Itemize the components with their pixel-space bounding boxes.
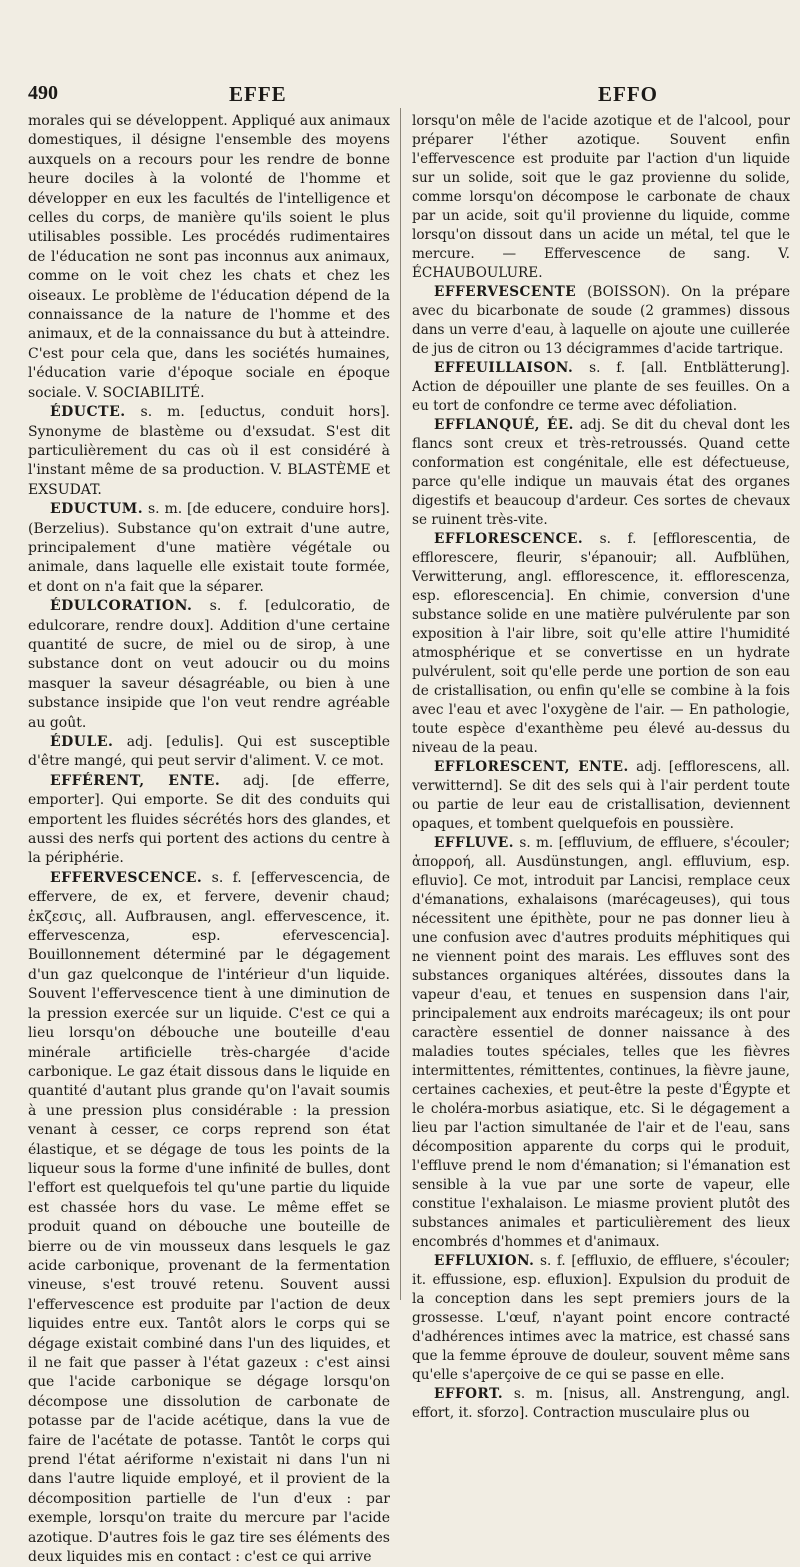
dictionary-entry: EFFLUVE. s. m. [effluvium, de effluere, s'écouler; ἀπορροή, all. Ausdünstungen, angl. effluvium, esp. efluvio]. Ce mot, introduit par Lancisi, remplace ceux d'émanations, exhalaisons (marécageuses), qui tous nécessitent une épithète, pour ne pas donner lieu à une confusion avec d'autres produits méphitiques qui ne viennent point des marais. Les effluves sont des substances organiques altérées, dissoutes dans la vapeur d'eau, et tenues en suspension dans l'air, principalement aux endroits marécageux; ils ont pour caractère essentiel de donner naissance à des maladies toutes spéciales, telles que les fièvres intermittentes, rémittentes, continues, la fièvre jaune, certaines cachexies, et peut-être la peste d'Égypte et le choléra-morbus asiatique, etc. Si le dégagement a lieu par l'action simultanée de l'air et de l'eau, sans décomposition apparente du corps qui le produit, l'effluve prend le nom d'émanation; si l'émanation est sensible à la vue par une sorte de vapeur, elle constitue l'exhalaison. Le miasme provient plutôt des substances animales et particulièrement des lieux encombrés d'hommes et d'animaux. [412,835,790,1250]
dictionary-entry: EFFERVESCENTE (BOISSON). On la prépare avec du bicarbonate de soude (2 grammes) dissous dans un verre d'eau, à laquelle on ajoute une cuillerée de jus de citron ou 13 décigrammes d'acide tartrique. [412,284,790,357]
column-divider [400,108,401,1300]
entry-headword: EDUCTUM. [50,501,144,518]
entry-headword: EFFLUXION. [434,1253,535,1269]
left-guide-word: EFFE [229,82,287,106]
page-number: 490 [28,82,58,104]
entry-headword: EFFLUVE. [434,835,514,851]
right-guide-word: EFFO [598,82,658,106]
entry-headword: EFFORT. [434,1386,504,1402]
running-header [28,82,786,110]
entry-headword: ÉDULCORATION. [50,598,193,615]
entry-headword: EFFLORESCENT, ENTE. [434,759,629,775]
right-column [412,112,791,1421]
entry-headword: ÉDUCTE. [50,404,126,421]
dictionary-entry: ÉDUCTE. s. m. [eductus, conduit hors]. Synonyme de blastème ou d'exsudat. S'est dit particulièrement du cas où il est considéré à l'instant même de sa production. V. BLASTÈME et EXSUDAT. [28,404,390,498]
dictionary-entry: EFFORT. s. m. [nisus, all. Anstrengung, angl. effort, it. sforzo]. Contraction musculaire plus ou [412,1386,790,1421]
dictionary-entry: EFFEUILLAISON. s. f. [all. Entblätterung]. Action de dépouiller une plante de ses feuilles. On a eu tort de confondre ce terme avec défoliation. [412,360,790,414]
dictionary-entry: ÉDULCORATION. s. f. [edulcoratio, de edulcorare, rendre doux]. Addition d'une certaine quantité de sucre, de miel ou de sirop, à une substance dont on veut adoucir ou du moins masquer la saveur désagréable, ou bien à une substance insipide que l'on veut rendre agréable au goût. [28,598,390,731]
continuation-paragraph: lorsqu'on mêle de l'acide azotique et de l'alcool, pour préparer l'éther azotique. Souvent enfin l'effervescence est produite par l'action d'un liquide sur un solide, soit que le gaz provienne du solide, comme lorsqu'on décompose le carbonate de chaux par un acide, soit qu'il provienne du liquide, comme lorsqu'on dissout dans un acide un métal, tel que le mercure. — Effervescence de sang. V. ÉCHAUBOULURE. [412,113,790,281]
entry-headword: ÉDULE. [50,734,114,750]
dictionary-entry: EFFÉRENT, ENTE. adj. [de efferre, emporter]. Qui emporte. Se dit des conduits qui emportent les fluides sécrétés hors des glandes, et aussi des nerfs qui portent des actions du centre à la périphérie. [28,772,390,867]
dictionary-entry: EFFLORESCENT, ENTE. adj. [efflorescens, all. verwitternd]. Se dit des sels qui à l'air perdent toute ou partie de leur eau de cristallisation, deviennent opaques, et tombent quelquefois en poussière. [412,759,790,832]
entry-headword: EFFÉRENT, ENTE. [50,772,221,789]
left-column [28,112,390,1566]
entry-headword: EFFERVESCENTE [434,284,577,300]
entry-headword: EFFERVESCENCE. [50,869,203,886]
dictionary-entry: EFFLUXION. s. f. [effluxio, de effluere, s'écouler; it. effussione, esp. efluxion]. Expulsion du produit de la conception dans les sept premiers jours de la grossesse. L'œuf, n'ayant point encore contracté d'adhérences intimes avec la matrice, est chassé sans que la femme éprouve de douleur, souvent même sans qu'elle s'aperçoive de ce qui se passe en elle. [412,1253,790,1383]
entry-headword: EFFLORESCENCE. [434,531,584,547]
dictionary-entry: ÉDULE. adj. [edulis]. Qui est susceptible d'être mangé, qui peut servir d'aliment. V. ce mot. [28,734,390,770]
dictionary-entry: EFFLANQUÉ, ÉE. adj. Se dit du cheval dont les flancs sont creux et très-retroussés. Quand cette conformation est congénitale, elle est défectueuse, parce qu'elle indique un mauvais état des organes digestifs et beaucoup d'ardeur. Ces sortes de chevaux se ruinent très-vite. [412,417,791,528]
dictionary-entry: EFFERVESCENCE. s. f. [effervescencia, de effervere, de ex, et fervere, devenir chaud; ἐκζεσις, all. Aufbrausen, angl. effervescence, it. effervescenza, esp. efervescencia]. Bouillonnement déterminé par le dégagement d'un gaz quelconque de l'intérieur d'un liquide. Souvent l'effervescence tient à une diminution de la pression exercée sur un liquide. C'est ce qui a lieu lorsqu'on débouche une bouteille d'eau minérale artificielle très-chargée d'acide carbonique. Le gaz était dissous dans le liquide en quantité d'autant plus grande qu'on l'avait soumis à une pression plus considérable : la pression venant à cesser, ce corps reprend son état élastique, et se dégage de tous les points de la liqueur sous la forme d'une infinité de bulles, dont l'effort est quelquefois tel qu'une partie du liquide est chassée hors du vase. Le même effet se produit quand on débouche une bouteille de bierre ou de vin mousseux dans lesquels le gaz acide carbonique, provenant de la fermentation vineuse, s'est trouvé retenu. Souvent aussi l'effervescence est produite par l'action de deux liquides entre eux. Tantôt alors le corps qui se dégage existait combiné dans l'un des liquides, et il ne fait que passer à l'état gazeux : c'est ainsi que l'acide carbonique se dégage lorsqu'on décompose une dissolution de carbonate de potasse par de l'acide acétique, dans la vue de faire de l'acétate de potasse. Tantôt le corps qui prend l'état aériforme n'existait ni dans l'un ni dans l'autre liquide employé, et il provient de la décomposition partielle de l'un d'eux : par exemple, lorsqu'on traite du mercure par l'acide azotique. D'autres fois le gaz tire ses éléments des deux liquides mis en contact : c'est ce qui arrive [28,869,390,1566]
continuation-paragraph: morales qui se développent. Appliqué aux animaux domestiques, il désigne l'ensemble des moyens auxquels on a recours pour les rendre de bonne heure dociles à la volonté de l'homme et développer en eux les facultés de l'intelligence et celles du corps, de manière qu'ils soient le plus utilisables possible. Les procédés rudimentaires de l'éducation ne sont pas inconnus aux animaux, comme on le voit chez les chats et chez les oiseaux. Le problème de l'éducation dépend de la connaissance de la nature de l'homme et des animaux, et de la connaissance du but à atteindre. C'est pour cela que, dans les sociétés humaines, l'éducation varie d'époque sociale en époque sociale. V. SOCIABILITÉ. [28,113,390,401]
entry-headword: EFFEUILLAISON. [434,360,574,376]
dictionary-entry: EDUCTUM. s. m. [de educere, conduire hors]. (Berzelius). Substance qu'on extrait d'une autre, principalement d'une matière végétale ou animale, dans laquelle elle existait toute formée, et dont on n'a fait que la séparer. [28,501,390,595]
dictionary-entry: EFFLORESCENCE. s. f. [efflorescentia, de efflorescere, fleurir, s'épanouir; all. Aufblühen, Verwitterung, angl. efflorescence, it. efflorescenza, esp. eflorescencia]. En chimie, conversion d'une substance solide en une matière pulvérulente par son exposition à l'air libre, soit qu'elle attire l'humidité atmosphérique et se convertisse en un hydrate pulvérulent, soit qu'elle perde une portion de son eau de cristallisation, ou enfin qu'elle se combine à la fois avec l'eau et avec l'oxygène de l'air. — En pathologie, toute espèce d'exanthème peu élevé au-dessus du niveau de la peau. [412,531,790,756]
entry-headword: EFFLANQUÉ, ÉE. [434,417,574,433]
